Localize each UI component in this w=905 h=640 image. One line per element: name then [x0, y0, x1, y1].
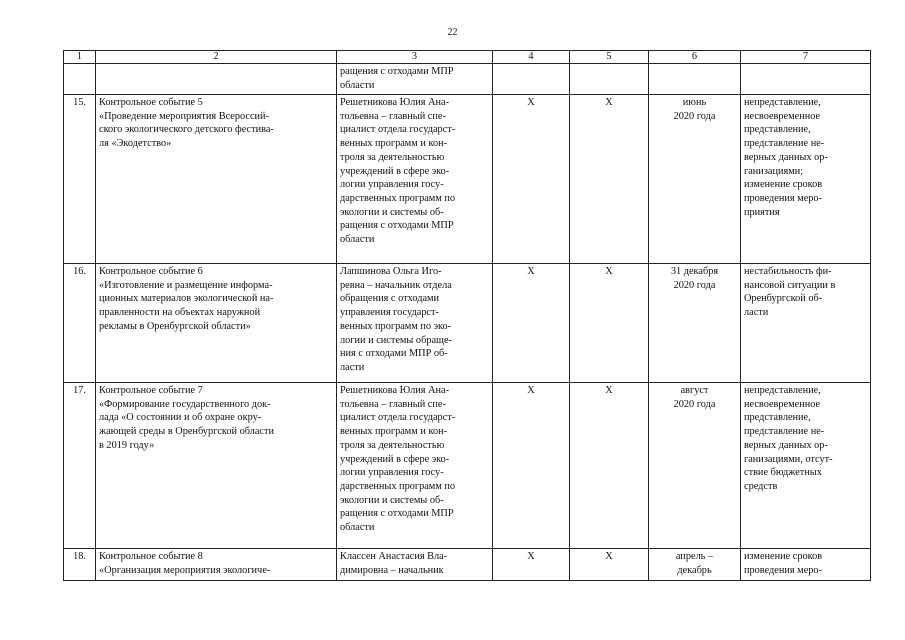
- col5-cell: [570, 549, 649, 581]
- row-number: 16.: [73, 266, 86, 277]
- table-row: [64, 95, 871, 264]
- col5-cell: [570, 264, 649, 383]
- col4-mark: Х: [527, 551, 535, 562]
- row-number: 15.: [73, 97, 86, 108]
- row-number-cell: [64, 95, 96, 264]
- col5-mark: Х: [605, 97, 613, 108]
- date-cell: [649, 95, 741, 264]
- responsible-text: Решетникова Юлия Ана- тольевна – главный спе- циалист отдела государст- венных программ и кон- троля за деятельностью учреждений в сфере эко- логии управления госу- дарственных программ по экологии и системы об- ращения с отходами МПР области: [340, 385, 456, 534]
- col5-mark: Х: [605, 385, 613, 396]
- responsible-text: ращения с отходами МПР области: [340, 66, 454, 91]
- event-text: Контрольное событие 5 «Проведение мероприятия Всероссий- ского экологического детского фестива- ля «Экодетство»: [99, 97, 274, 150]
- col4-cell: [493, 64, 570, 95]
- risk-cell: [741, 64, 871, 95]
- responsible-cell: [337, 95, 493, 264]
- risk-text: непредставление, несвоевременное представление, представление не- верных данных ор- ганизациями; изменение сроков проведения меро- приятия: [744, 97, 828, 218]
- table-row: [64, 383, 871, 549]
- responsible-text: Классен Анастасия Вла- димировна – начальник: [340, 551, 448, 576]
- responsible-cell: [337, 264, 493, 383]
- event-cell: [96, 64, 337, 95]
- risk-text: нестабильность фи- нансовой ситуации в Оренбургской об- ласти: [744, 266, 836, 319]
- risk-cell: [741, 549, 871, 581]
- col5-mark: Х: [605, 266, 613, 277]
- header-row: [64, 51, 871, 64]
- col5-mark: Х: [605, 551, 613, 562]
- col4-cell: [493, 264, 570, 383]
- col5-cell: [570, 64, 649, 95]
- row-number-cell: [64, 383, 96, 549]
- risk-cell: [741, 383, 871, 549]
- event-text: Контрольное событие 7 «Формирование государственного док- лада «О состоянии и об охране окру- жающей среды в Оренбургской области в 2019 году»: [99, 385, 275, 451]
- event-text: Контрольное событие 8 «Организация мероприятия экологиче-: [99, 551, 271, 576]
- responsible-cell: [337, 549, 493, 581]
- page-number: 22: [447, 27, 458, 38]
- event-cell: [96, 383, 337, 549]
- event-cell: [96, 549, 337, 581]
- col5-cell: [570, 383, 649, 549]
- risk-cell: [741, 95, 871, 264]
- col4-cell: [493, 95, 570, 264]
- date-text: 31 декабря 2020 года: [670, 266, 719, 291]
- date-cell: [649, 549, 741, 581]
- date-cell: [649, 383, 741, 549]
- responsible-cell: [337, 383, 493, 549]
- responsible-cell: [337, 64, 493, 95]
- table-row: [64, 264, 871, 383]
- header-cell: 5: [570, 51, 649, 64]
- header-cell: 6: [649, 51, 741, 64]
- date-text: июнь 2020 года: [673, 97, 716, 122]
- date-cell: [649, 264, 741, 383]
- event-text: Контрольное событие 6 «Изготовление и размещение информа- ционных материалов экологической на- правленности на объектах наружной рекламы в Оренбургской области»: [99, 266, 274, 332]
- table-row-partial: [64, 549, 871, 581]
- row-number: 17.: [73, 385, 86, 396]
- header-cell: 4: [493, 51, 570, 64]
- event-cell: [96, 264, 337, 383]
- row-number: 18.: [73, 551, 86, 562]
- header-cell: 7: [741, 51, 871, 64]
- header-cell: 1: [64, 51, 96, 64]
- row-number-cell: [64, 264, 96, 383]
- date-text: август 2020 года: [673, 385, 716, 410]
- header-cell: 2: [96, 51, 337, 64]
- risk-cell: [741, 264, 871, 383]
- header-cell: 3: [337, 51, 493, 64]
- col4-mark: Х: [527, 385, 535, 396]
- responsible-text: Лапшинова Ольга Иго- ревна – начальник отдела обращения с отходами управления государст- венных программ по эко- логии и системы обраще- ния с отходами МПР об- ласти: [340, 266, 452, 373]
- col4-cell: [493, 549, 570, 581]
- col4-mark: Х: [527, 97, 535, 108]
- event-cell: [96, 95, 337, 264]
- col5-cell: [570, 95, 649, 264]
- table-row-continued: [64, 64, 871, 95]
- col4-mark: Х: [527, 266, 535, 277]
- responsible-text: Решетникова Юлия Ана- тольевна – главный спе- циалист отдела государст- венных программ и кон- троля за деятельностью учреждений в сфере эко- логии управления госу- дарственных программ по экологии и системы об- ращения с отходами МПР области: [340, 97, 456, 246]
- schedule-table: [63, 50, 871, 581]
- risk-text: непредставление, несвоевременное представление, представление не- верных данных ор- ганизациями, отсут- ствие бюджетных средств: [744, 385, 833, 492]
- date-text: апрель – декабрь: [675, 551, 714, 576]
- risk-text: изменение сроков проведения меро-: [744, 551, 823, 576]
- row-number-cell: [64, 549, 96, 581]
- row-number-cell: [64, 64, 96, 95]
- col4-cell: [493, 383, 570, 549]
- date-cell: [649, 64, 741, 95]
